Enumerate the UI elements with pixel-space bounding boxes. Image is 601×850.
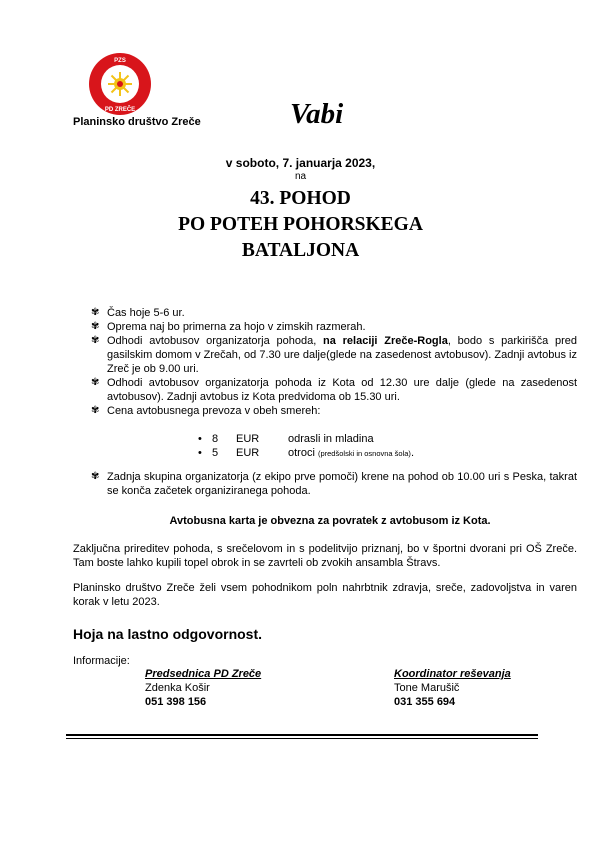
contact-coordinator	[394, 667, 511, 709]
pd-zrece-logo	[88, 52, 152, 116]
contact-name: Tone Marušič	[394, 682, 460, 694]
connector-na: na	[294, 171, 307, 182]
closing-event-paragraph: Zaključna prireditev pohoda, s srečelovom in s podelitvijo priznanj, bo v športni dvorani pri OŠ Zreče. Tam boste lahko kupili topel obrok in se zavrteli ob zvokih ansambla Štravs.	[73, 543, 577, 569]
event-date: v soboto, 7. januarja 2023,	[225, 156, 376, 170]
bullet-price-heading: ✾ Cena avtobusnega prevoza v obeh smereh:	[91, 404, 577, 418]
organization-name: Planinsko društvo Zreče	[73, 116, 201, 128]
bullet-last-group: ✾ Zadnja skupina organizatorja (z ekipo prve pomoči) krene na pohod ob 10.00 uri s Peska, takrat se konča začetek organiziranega pohoda.	[91, 470, 577, 498]
contact-role: Predsednica PD Zreče	[145, 668, 262, 680]
bullet-duration: ✾ Čas hoje 5-6 ur.	[91, 306, 577, 320]
bullet-departures-zrece: ✾ Odhodi avtobusov organizatorja pohoda, na relaciji Zreče-Rogla, bodo s parkirišča pred gasilskim domom v Zrečah, od 7.30 ure dalje(glede na zasedenost avtobusov). Zadnji avtobus iz Zreč je ob 9.00 uri.	[91, 334, 577, 376]
contact-name: Zdenka Košir	[145, 682, 210, 694]
event-title-line-3: BATALJONA	[241, 240, 360, 261]
footer-rule-thin	[66, 738, 538, 739]
children-note: (predšolski in osnovna šola)	[317, 449, 411, 458]
logo-top-text: PZS	[114, 58, 126, 64]
route-zrece-rogla: na relaciji Zreče-Rogla	[323, 335, 448, 347]
bullet-equipment: ✾ Oprema naj bo primerna za hojo v zimskih razmerah.	[91, 320, 577, 334]
footer-rule	[66, 734, 538, 736]
bullet-dot-icon: •	[198, 447, 202, 459]
invite-heading: Vabi	[290, 98, 344, 130]
logo-bottom-text: PD ZREČE	[104, 107, 136, 113]
logo-emblem-icon	[88, 52, 152, 116]
ticket-notice: Avtobusna karta je obvezna za povratek z avtobusom iz Kota.	[169, 515, 491, 527]
bullet-dot-icon: •	[198, 433, 202, 445]
info-label: Informacije:	[73, 655, 130, 667]
contact-president	[145, 667, 261, 709]
event-title-line-2: PO POTEH POHORSKEGA	[178, 214, 423, 235]
contact-phone: 031 355 694	[394, 696, 456, 708]
contact-role: Koordinator reševanja	[394, 668, 511, 680]
bullet-departures-kot: ✾ Odhodi avtobusov organizatorja pohoda iz Kota od 12.30 ure dalje (glede na zasedenost avtobusov). Zadnji avtobus iz Kota predvidoma ob 15.30 uri.	[91, 376, 577, 404]
event-title-line-1: 43. POHOD	[250, 188, 351, 209]
info-bullet-list	[91, 306, 577, 418]
wishes-paragraph: Planinsko društvo Zreče želi vsem pohodnikom poln nahrbtnik zdravja, sreče, zadovoljstva in varen korak v letu 2023.	[73, 582, 577, 608]
responsibility-notice: Hoja na lastno odgovornost.	[73, 626, 263, 642]
last-group-list	[91, 470, 577, 498]
contact-phone: 051 398 156	[145, 696, 207, 708]
